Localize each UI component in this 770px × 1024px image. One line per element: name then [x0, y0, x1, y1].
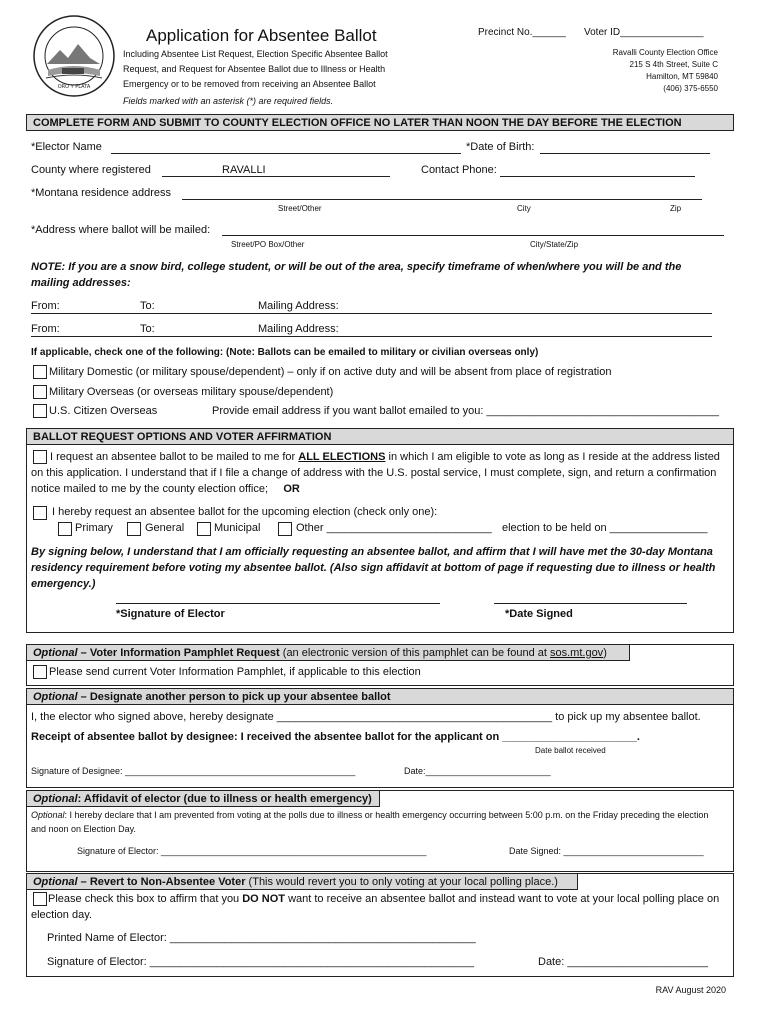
street-caption: Street/Other — [278, 204, 322, 213]
municipal-label: Municipal — [214, 522, 261, 534]
affidavit-heading-title: : Affidavit of elector (due to illness or health emergency) — [77, 793, 372, 805]
office-line-4: (406) 375-6550 — [663, 84, 718, 93]
military-domestic-checkbox[interactable] — [33, 365, 47, 379]
revert-text — [31, 891, 721, 923]
county-label: County where registered — [31, 164, 151, 176]
ballot-request-heading: BALLOT REQUEST OPTIONS AND VOTER AFFIRMATION — [26, 428, 734, 445]
all-elections-pre: I request an absentee ballot to be mailed to me for — [50, 451, 299, 463]
all-elections-text — [31, 449, 721, 497]
date-signed-line[interactable] — [494, 603, 687, 604]
designee-heading-title: – Designate another person to pick up your absentee ballot — [77, 691, 391, 703]
affidavit-heading-optional: Optional — [33, 793, 78, 805]
other-checkbox[interactable] — [278, 522, 292, 536]
zip-caption: Zip — [670, 204, 682, 213]
designee-signature-field[interactable]: Signature of Designee: ______________________________________________ — [31, 766, 356, 776]
city-caption: City — [517, 204, 531, 213]
designee-date-field[interactable]: Date:_________________________ — [404, 766, 551, 776]
revert-text-post: want to receive an absentee ballot and instead want to vote at your local polling place on election day. — [31, 893, 720, 921]
county-value: RAVALLI — [222, 164, 266, 176]
note-row-1-to: To: — [140, 300, 155, 312]
mail-street-caption: Street/PO Box/Other — [231, 240, 305, 249]
elector-signature-line[interactable] — [116, 603, 440, 604]
other-field[interactable]: Other ___________________________ — [296, 522, 492, 534]
note-row-2-from: From: — [31, 323, 60, 335]
elector-name-field[interactable] — [111, 153, 461, 154]
affidavit-text — [31, 808, 723, 836]
affidavit-signature-field[interactable]: Signature of Elector: _____________________________________________________ — [77, 846, 427, 856]
pamphlet-heading — [26, 644, 630, 661]
form-version: RAV August 2020 — [655, 985, 726, 995]
residence-label: *Montana residence address — [31, 187, 172, 199]
office-line-2: 215 S 4th Street, Suite C — [629, 60, 718, 69]
subtitle-line-2: Request, and Request for Absentee Ballot due to Illness or Health — [123, 64, 386, 74]
subtitle-line-3: Emergency or to be removed from receiving an Absentee Ballot — [123, 79, 376, 89]
election-held-on-field[interactable]: election to be held on ________________ — [502, 522, 708, 534]
primary-checkbox[interactable] — [58, 522, 72, 536]
note-row-2-line[interactable] — [31, 336, 712, 337]
email-label[interactable]: Provide email address if you want ballot emailed to you: ______________________________________ — [212, 405, 720, 417]
snowbird-note: NOTE: If you are a snow bird, college student, or will be out of the area, specify timeframe of when/where you will be and the mailing addresses: — [31, 261, 682, 289]
pamphlet-label: Please send current Voter Information Pamphlet, if applicable to this election — [49, 666, 421, 678]
military-heading: If applicable, check one of the following: (Note: Ballots can be emailed to military or civilian overseas only) — [31, 347, 539, 358]
pamphlet-heading-end: ) — [603, 647, 607, 659]
state-seal — [32, 14, 116, 98]
revert-date-field[interactable]: Date: _______________________ — [538, 956, 709, 968]
note-row-1-from: From: — [31, 300, 60, 312]
revert-heading — [26, 873, 578, 890]
note-row-1-address: Mailing Address: — [258, 300, 339, 312]
affidavit-date-field[interactable]: Date Signed: ____________________________ — [509, 846, 704, 856]
elector-signature-label: *Signature of Elector — [116, 608, 225, 620]
designee-heading — [26, 688, 734, 705]
printed-name-field[interactable]: Printed Name of Elector: __________________________________________________ — [47, 932, 476, 944]
elector-name-label: *Elector Name — [31, 141, 102, 153]
primary-label: Primary — [75, 522, 113, 534]
note-row-1-line[interactable] — [31, 313, 712, 314]
pamphlet-heading-optional: Optional — [33, 647, 78, 659]
affidavit-heading — [26, 790, 380, 807]
upcoming-election-checkbox[interactable] — [33, 506, 47, 520]
deadline-banner: COMPLETE FORM AND SUBMIT TO COUNTY ELECTION OFFICE NO LATER THAN NOON THE DAY BEFORE THE ELECTION — [26, 114, 734, 131]
general-label: General — [145, 522, 185, 534]
mail-city-caption: City/State/Zip — [530, 240, 579, 249]
affirmation-text: By signing below, I understand that I am officially requesting an absentee ballot, and affirm that I will have met the 30-day Montana residency requirement before voting my absentee ballot. (Also sign affidavit at bottom of page if requesting due to illness or health emergency.) — [31, 546, 716, 590]
revert-heading-title: – Revert to Non-Absentee Voter — [77, 876, 246, 888]
all-elections-bold: ALL ELECTIONS — [298, 451, 386, 463]
designee-heading-optional: Optional — [33, 691, 78, 703]
affidavit-text-body: : I hereby declare that I am prevented from voting at the polls due to illness or health emergency occurring between 5:00 p.m. on the Friday preceding the election and noon on Election Day. — [31, 810, 709, 834]
general-checkbox[interactable] — [127, 522, 141, 536]
office-line-3: Hamilton, MT 59840 — [646, 72, 718, 81]
subtitle-line-1: Including Absentee List Request, Election Specific Absentee Ballot — [123, 49, 388, 59]
required-note: Fields marked with an asterisk (*) are required fields. — [123, 96, 334, 106]
upcoming-election-label: I hereby request an absentee ballot for the upcoming election (check only one): — [52, 506, 438, 518]
military-overseas-checkbox[interactable] — [33, 385, 47, 399]
county-field[interactable] — [162, 176, 390, 177]
pamphlet-heading-note: (an electronic version of this pamphlet can be found at — [279, 647, 550, 659]
sos-link[interactable]: sos.mt.gov — [550, 647, 604, 659]
svg-text:ORO Y PLATA: ORO Y PLATA — [57, 84, 91, 90]
date-signed-label: *Date Signed — [505, 608, 573, 620]
pamphlet-checkbox[interactable] — [33, 665, 47, 679]
note-row-2-to: To: — [140, 323, 155, 335]
dob-field[interactable] — [540, 153, 710, 154]
municipal-checkbox[interactable] — [197, 522, 211, 536]
citizen-overseas-checkbox[interactable] — [33, 404, 47, 418]
pamphlet-heading-title: – Voter Information Pamphlet Request — [77, 647, 280, 659]
form-title: Application for Absentee Ballot — [146, 26, 377, 45]
affidavit-text-optional: Optional — [31, 810, 65, 820]
revert-heading-optional: Optional — [33, 876, 78, 888]
phone-field[interactable] — [500, 176, 695, 177]
or-label: OR — [283, 483, 300, 495]
mail-address-field[interactable] — [222, 235, 724, 236]
all-elections-post: in which I am eligible to vote as long as I reside at the address listed on this application. I understand that if I file a change of address with the U.S. postal service, I must complete, sign, and return a confirmation notice mailed to me by the county election office; — [31, 451, 720, 495]
phone-label: Contact Phone: — [421, 164, 497, 176]
dob-label: *Date of Birth: — [466, 141, 535, 153]
precinct-field[interactable]: Precinct No.______ — [478, 27, 566, 38]
revert-text-pre: Please check this box to affirm that you — [48, 893, 243, 905]
receipt-line[interactable]: Receipt of absentee ballot by designee: I received the absentee ballot for the applicant on ______________________. — [31, 731, 640, 743]
office-line-1: Ravalli County Election Office — [612, 48, 718, 57]
note-row-2-address: Mailing Address: — [258, 323, 339, 335]
revert-text-bold: DO NOT — [242, 893, 286, 905]
mail-address-label: *Address where ballot will be mailed: — [31, 224, 211, 236]
military-domestic-label: Military Domestic (or military spouse/dependent) – only if on active duty and will be absent from place of registration — [49, 366, 612, 378]
citizen-overseas-label: U.S. Citizen Overseas — [49, 405, 158, 417]
revert-heading-note: (This would revert you to only voting at your local polling place.) — [245, 876, 558, 888]
date-received-caption: Date ballot received — [535, 746, 606, 755]
designate-line[interactable]: I, the elector who signed above, hereby designate _____________________________________________ to pick up my absentee ballot. — [31, 711, 701, 723]
military-overseas-label: Military Overseas (or overseas military spouse/dependent) — [49, 386, 334, 398]
residence-field[interactable] — [182, 199, 702, 200]
voter-id-field[interactable]: Voter ID_______________ — [584, 27, 704, 38]
revert-signature-field[interactable]: Signature of Elector: _____________________________________________________ — [47, 956, 474, 968]
